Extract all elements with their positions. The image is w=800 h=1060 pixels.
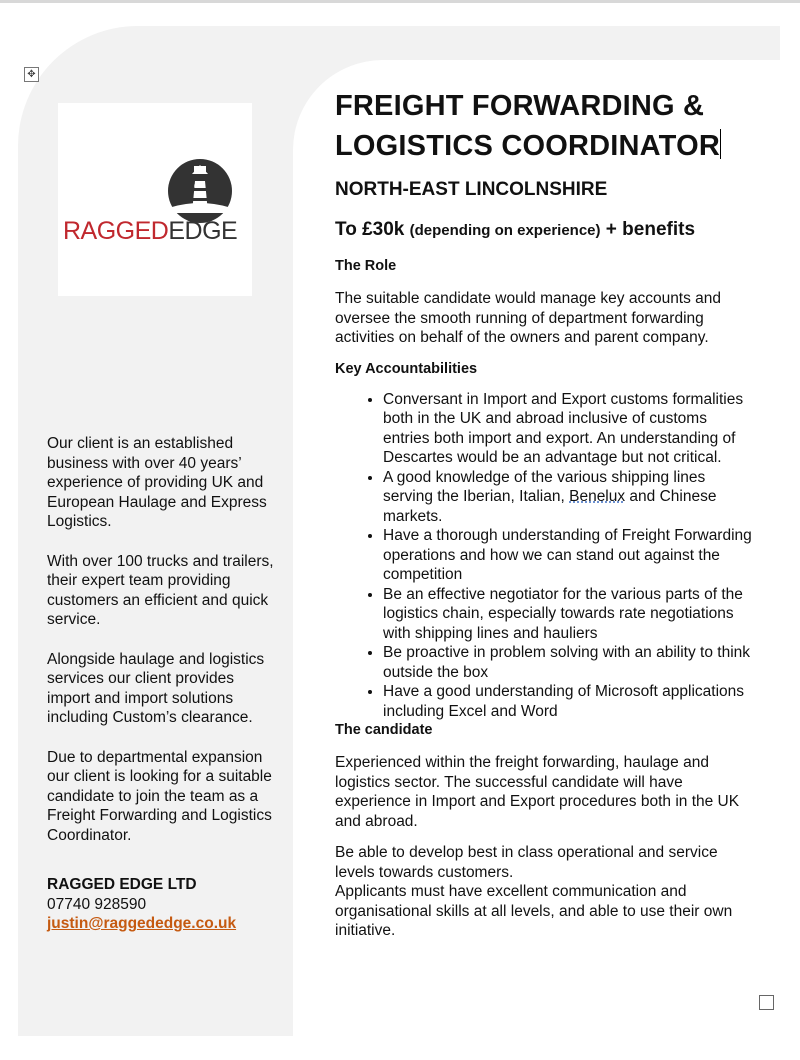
list-item: • Be an effective negotiator for the various parts of the logistics chain, especially towards rate negotiations with shipping lines and hauliers: [383, 585, 755, 644]
sidebar-paragraph: With over 100 trucks and trailers, their expert team providing customers an efficient and quick service.: [47, 552, 274, 628]
spellcheck-word: Benelux: [569, 488, 626, 505]
logo-est: EST.: [194, 183, 203, 188]
accountabilities-list: [335, 390, 755, 722]
section-heading-accountabilities: Key Accountabilities: [335, 360, 478, 377]
list-item: • A good knowledge of the various shipping lines serving the Iberian, Italian, Benelux and Chinese markets.: [383, 468, 755, 527]
section-heading-candidate: The candidate: [335, 722, 433, 738]
candidate-text: Experienced within the freight forwarding, haulage and logistics sector. The successful candidate will have experience in Import and Export procedures both in the UK and abroad.: [335, 754, 740, 830]
logo-word-ragged: RAGGED: [63, 217, 169, 245]
company-logo: [58, 103, 252, 296]
list-item: • Have a good understanding of Microsoft applications including Excel and Word: [383, 682, 755, 721]
role-text: The suitable candidate would manage key accounts and oversee the smooth running of department forwarding activities on behalf of the owners and parent company.: [335, 290, 722, 346]
list-item: • Be proactive in problem solving with an ability to think outside the box: [383, 643, 755, 682]
logo-word-edge: EDGE: [168, 217, 238, 245]
job-location: NORTH-EAST LINCOLNSHIRE: [335, 179, 608, 200]
sidebar-paragraph: Our client is an established business with over 40 years’ experience of providing UK and European Haulage and Express Logistics.: [47, 435, 267, 530]
lighthouse-icon: [58, 103, 252, 296]
table-resize-handle-icon[interactable]: [759, 995, 774, 1010]
company-phone: 07740 928590: [47, 895, 147, 913]
candidate-text: Be able to develop best in class operational and service levels towards customers.: [335, 844, 718, 881]
list-item: • Conversant in Import and Export customs formalities both in the UK and abroad inclusive of customs entries both import and export. An understanding of Descartes would be an advantage but not critical.: [383, 390, 755, 468]
salary-benefits: + benefits: [605, 219, 696, 240]
sidebar-paragraph: Alongside haulage and logistics services our client provides import and import solutions including Custom’s clearance.: [47, 650, 265, 726]
table-move-handle-icon[interactable]: ✥: [24, 67, 39, 82]
section-heading-role: The Role: [335, 258, 397, 274]
list-item: • Have a thorough understanding of Freight Forwarding operations and how we can stand out against the competition: [383, 526, 755, 585]
sidebar-text: [47, 434, 277, 934]
salary-note: (depending on experience): [409, 222, 601, 239]
logo-wordmark: [63, 217, 237, 246]
candidate-text: Applicants must have excellent communication and organisational skills at all levels, and able to use their own initiative.: [335, 883, 733, 939]
text-cursor: [720, 129, 721, 159]
page-title-text: FREIGHT FORWARDING & LOGISTICS COORDINATOR: [335, 90, 720, 162]
company-email-link[interactable]: justin@raggededge.co.uk: [47, 915, 237, 932]
job-salary: [335, 218, 755, 243]
company-name: RAGGED EDGE LTD: [47, 876, 197, 893]
sidebar-paragraph: Due to departmental expansion our client is looking for a suitable candidate to join the team as a Freight Forwarding and Logistics Coordinator.: [47, 748, 272, 844]
window-top-border: [0, 0, 800, 3]
job-description: [335, 86, 755, 941]
salary-amount: To £30k: [335, 219, 405, 240]
page-title[interactable]: [335, 86, 755, 166]
